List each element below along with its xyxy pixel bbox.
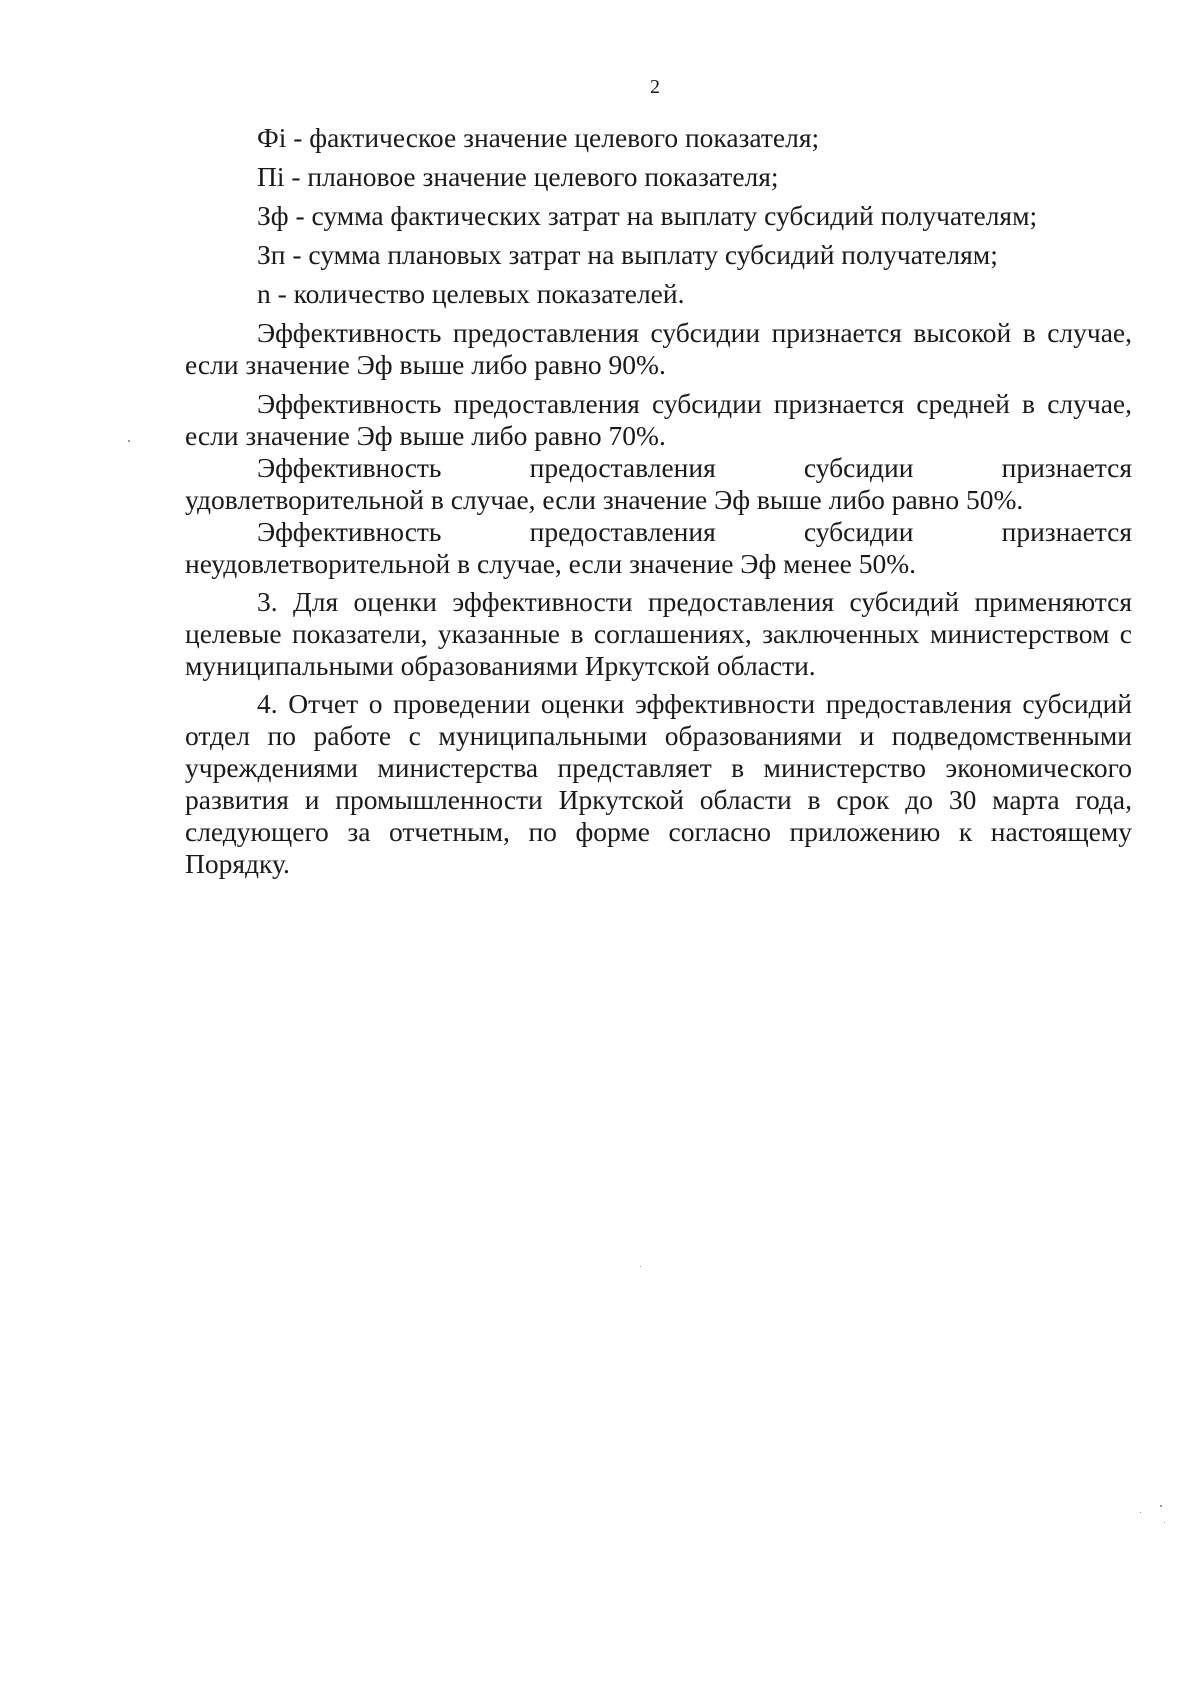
scan-speck — [1160, 1505, 1162, 1507]
paragraph-efficiency-high: Эффективность предоставления субсидии признается высокой в случае, если значение Эф выше либо равно 90%. — [185, 317, 1132, 380]
definition-plan-value: Пi - плановое значение целевого показателя; — [257, 161, 779, 192]
page-number: 2 — [650, 76, 660, 98]
definition-actual-costs: Зф - сумма фактических затрат на выплату субсидий получателям; — [257, 200, 1038, 231]
paragraph-item-4: 4. Отчет о проведении оценки эффективности предоставления субсидий отдел по работе с муниципальными образованиями и подведомственными учреждениями министерства представляет в министерство экономического развития и промышленности Иркутской области в срок до 30 марта года, следующего за отчетным, по форме согласно приложению к настоящему Порядку. — [185, 688, 1132, 879]
definition-planned-costs: Зп - сумма плановых затрат на выплату субсидий получателям; — [257, 239, 998, 270]
scan-speck — [640, 1266, 641, 1267]
scan-speck — [1140, 1512, 1141, 1513]
paragraph-efficiency-medium: Эффективность предоставления субсидии признается средней в случае, если значение Эф выше либо равно 70%. — [185, 388, 1132, 451]
paragraph-efficiency-satisfactory: Эффективность предоставления субсидии признается удовлетворительной в случае, если значение Эф выше либо равно 50%. — [185, 452, 1132, 515]
definition-fact-value: Фi - фактическое значение целевого показателя; — [257, 122, 820, 153]
document-body — [185, 122, 1132, 880]
paragraph-item-3: 3. Для оценки эффективности предоставления субсидий применяются целевые показатели, указанные в соглашениях, заключенных министерством с муниципальными образованиями Иркутской области. — [185, 586, 1132, 681]
scan-speck — [1164, 1522, 1165, 1523]
definition-indicator-count: n - количество целевых показателей. — [257, 278, 685, 309]
scan-speck — [128, 440, 130, 442]
paragraph-efficiency-unsatisfactory: Эффективность предоставления субсидии признается неудовлетворительной в случае, если значение Эф менее 50%. — [185, 516, 1132, 579]
